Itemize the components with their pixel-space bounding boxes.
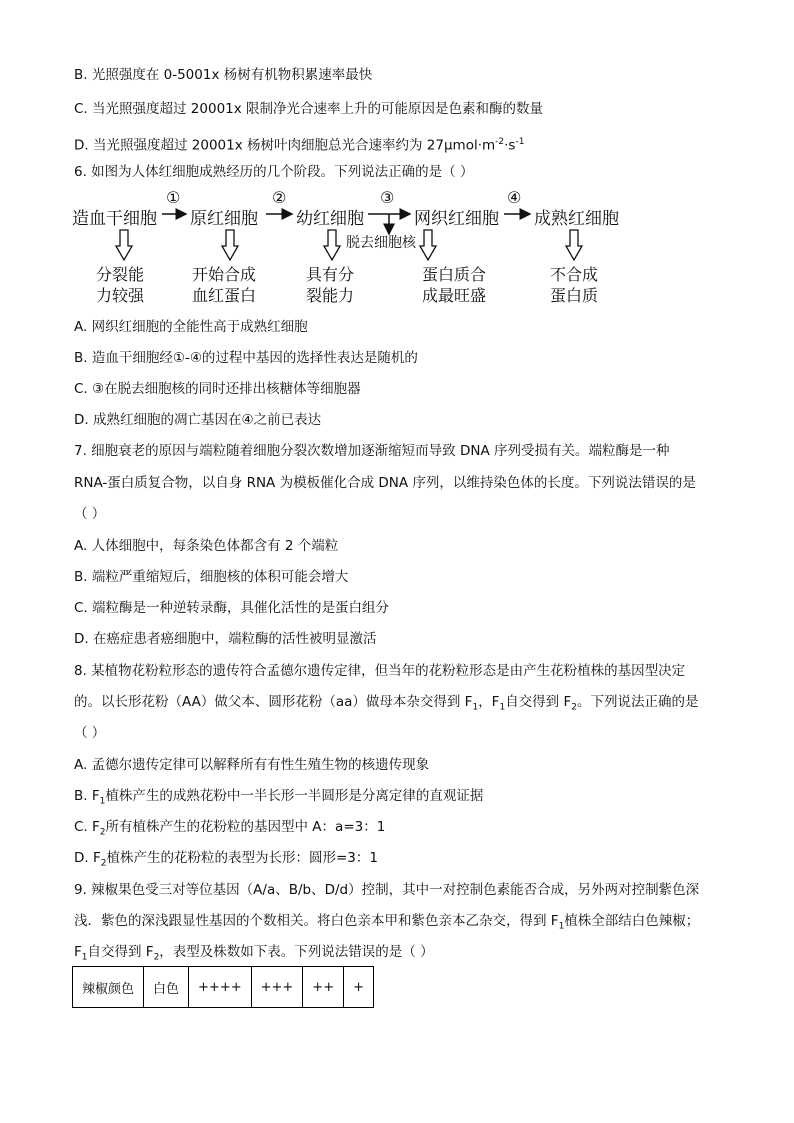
q6-option-b: B. 造血干细胞经①-④的过程中基因的选择性表达是随机的 (74, 350, 418, 366)
q7-stem-line1: 7. 细胞衰老的原因与端粒随着细胞分裂次数增加逐渐缩短而导致 DNA 序列受损有关。端粒酶是一种 (74, 443, 670, 459)
q8-c-text: 所有植株产生的花粉粒的基因型中 A：a=3：1 (105, 819, 386, 835)
q8-d-prefix: D. F (74, 850, 101, 866)
step-3-label: ③ (380, 188, 395, 207)
q5-d-exp1: -2 (495, 137, 505, 147)
desc-4 (422, 264, 486, 306)
q8-stem-part-c: 自交得到 F (505, 694, 572, 710)
table-cell: ++++ (189, 967, 252, 1008)
desc-1-line2: 力较强 (96, 286, 145, 305)
desc-3 (306, 264, 354, 306)
stage-4: 网织红细胞 (414, 209, 499, 229)
branch-label: 脱去细胞核 (346, 235, 416, 251)
pepper-color-table (72, 966, 374, 1008)
q9-stem-part-d: 自交得到 F (87, 944, 154, 960)
q9-sub-2: 1 (81, 952, 88, 963)
hollow-arrow-1 (116, 230, 132, 260)
q7-option-b: B. 端粒严重缩短后，细胞核的体积可能会增大 (74, 569, 349, 585)
q8-c-prefix: C. F (74, 819, 100, 835)
q8-b-sub: 1 (99, 796, 106, 807)
q5-d-text: D. 当光照强度超过 20001x 杨树叶肉细胞总光合速率约为 27μmol·m (74, 137, 496, 154)
desc-5-line1: 不合成 (550, 265, 599, 284)
q8-stem-part-b: ，F (478, 694, 500, 710)
q5-option-d (74, 133, 524, 155)
q6-option-c: C. ③在脱去细胞核的同时还排出核糖体等细胞器 (74, 381, 361, 397)
desc-1-line1: 分裂能 (96, 265, 145, 284)
q8-d-text: 植株产生的花粉粒的表型为长形：圆形=3：1 (106, 850, 378, 866)
desc-1 (96, 264, 144, 306)
q9-stem-part-b: 植株全部结白色辣椒； (564, 913, 700, 929)
q7-stem-line3: （ ） (74, 506, 106, 522)
desc-2-line2: 血红蛋白 (192, 286, 257, 305)
q9-stem-part-a: 浅．紫色的深浅跟显性基因的个数相关。将白色亲本甲和紫色亲本乙杂交，得到 F (74, 913, 559, 929)
desc-2-line1: 开始合成 (192, 265, 257, 284)
q9-sub-1: 1 (558, 921, 565, 932)
q8-stem-line3: （ ） (74, 725, 106, 741)
q7-option-a: A. 人体细胞中，每条染色体都含有 2 个端粒 (74, 538, 339, 554)
q5-d-exp2: -1 (515, 137, 525, 147)
q8-option-c (74, 818, 385, 842)
q8-option-b (74, 787, 483, 811)
q9-stem-line1: 9. 辣椒果色受三对等位基因（A/a、B/b、D/d）控制，其中一对控制色素能否合成，另外两对控制紫色深 (74, 882, 700, 898)
q9-stem-line2 (74, 912, 699, 936)
desc-4-line2: 成最旺盛 (422, 286, 487, 305)
q8-stem-line2 (74, 693, 698, 717)
stage-3: 幼红细胞 (296, 209, 364, 229)
step-4-label: ④ (507, 188, 522, 207)
q8-option-d (74, 849, 378, 873)
q8-b-prefix: B. F (74, 788, 100, 804)
hollow-arrow-2 (222, 230, 238, 260)
stage-5: 成熟红细胞 (534, 209, 619, 229)
q8-sub-2: 1 (499, 702, 506, 713)
q8-stem-part-a: 的。以长形花粉（AA）做父本、圆形花粉（aa）做母本杂交得到 F (74, 694, 473, 710)
stage-2: 原红细胞 (190, 209, 258, 229)
q6-option-d: D. 成熟红细胞的凋亡基因在④之前已表达 (74, 412, 322, 428)
q5-d-mid: ·s (504, 137, 516, 154)
step-2-label: ② (272, 188, 287, 207)
table-cell: + (344, 967, 374, 1008)
stage-1: 造血干细胞 (72, 209, 157, 229)
desc-4-line1: 蛋白质合 (422, 265, 487, 284)
step-1-label: ① (166, 188, 181, 207)
q7-option-c: C. 端粒酶是一种逆转录酶，具催化活性的是蛋白组分 (74, 600, 390, 616)
desc-3-line2: 裂能力 (306, 286, 355, 305)
table-cell: +++ (251, 967, 303, 1008)
q8-option-a: A. 孟德尔遗传定律可以解释所有有性生殖生物的核遗传现象 (74, 757, 430, 773)
q8-sub-1: 1 (472, 702, 479, 713)
q5-option-b: B. 光照强度在 0-5001x 杨树有机物积累速率最快 (74, 67, 373, 83)
q8-c-sub: 2 (99, 827, 106, 838)
desc-2 (192, 264, 256, 306)
q6-option-a: A. 网织红细胞的全能性高于成熟红细胞 (74, 319, 308, 335)
q6-stem: 6. 如图为人体红细胞成熟经历的几个阶段。下列说法正确的是（ ） (74, 164, 474, 180)
q8-d-sub: 2 (100, 858, 107, 869)
q8-sub-3: 2 (571, 702, 577, 713)
q8-b-text: 植株产生的成熟花粉中一半长形一半圆形是分离定律的直观证据 (105, 788, 484, 804)
q7-option-d: D. 在癌症患者癌细胞中，端粒酶的活性被明显激活 (74, 631, 377, 647)
red-cell-maturation-diagram (60, 188, 740, 312)
hollow-arrow-5 (566, 230, 582, 260)
desc-5 (550, 264, 598, 306)
table-cell: ++ (303, 967, 344, 1008)
q7-stem-line2: RNA-蛋白质复合物，以自身 RNA 为模板催化合成 DNA 序列，以维持染色体的长度。下列说法错误的是 (74, 475, 696, 491)
q9-sub-3: 2 (153, 952, 160, 963)
table-cell: 辣椒颜色 (73, 967, 144, 1008)
table-cell: 白色 (144, 967, 189, 1008)
hollow-arrow-3 (324, 230, 340, 260)
q9-stem-line3 (74, 943, 434, 967)
desc-3-line1: 具有分 (306, 265, 355, 284)
table-row (73, 967, 374, 1008)
desc-5-line2: 蛋白质 (550, 286, 599, 305)
q8-stem-part-d: 。下列说法正确的是 (576, 694, 699, 710)
q5-option-c: C. 当光照强度超过 20001x 限制净光合速率上升的可能原因是色素和酶的数量 (74, 101, 544, 117)
q9-stem-part-c: F (74, 944, 82, 960)
q8-stem-line1: 8. 某植物花粉粒形态的遗传符合孟德尔遗传定律，但当年的花粉粒形态是由产生花粉植株的基因型决定 (74, 663, 686, 679)
q9-stem-part-e: ，表型及株数如下表。下列说法错误的是（ ） (159, 944, 434, 960)
hollow-arrow-4 (420, 230, 436, 260)
